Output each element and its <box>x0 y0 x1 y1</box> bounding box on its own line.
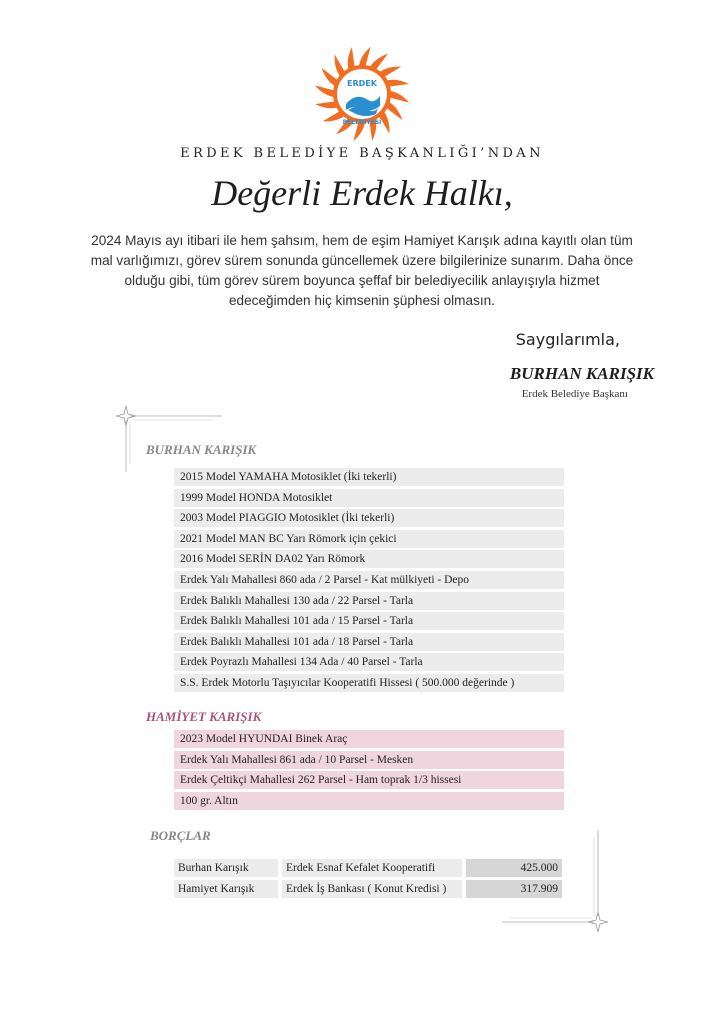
logo-text-erdek: ERDEK <box>347 79 377 88</box>
closing-regards: Saygılarımla, <box>515 330 620 349</box>
debt-amount: 317.909 <box>466 880 562 898</box>
signer-name: BURHAN KARIŞIK <box>509 364 654 383</box>
asset-row: Erdek Çeltikçi Mahallesi 262 Parsel - Ham toprak 1/3 hissesi <box>174 771 564 789</box>
asset-row: Erdek Yalı Mahallesi 861 ada / 10 Parsel - Mesken <box>174 751 564 769</box>
asset-row: Erdek Balıklı Mahallesi 130 ada / 22 Parsel - Tarla <box>174 592 564 610</box>
issuer-heading: ERDEK BELEDİYE BAŞKANLIĞI’NDAN <box>180 146 544 161</box>
asset-row: 2003 Model PIAGGIO Motosiklet (İki tekerli) <box>174 509 564 527</box>
hamiyet-assets-list <box>174 730 564 812</box>
sun-ray <box>389 91 409 103</box>
decorative-corner-ornament <box>500 828 610 934</box>
debt-creditor: Erdek İş Bankası ( Konut Kredisi ) <box>282 880 462 898</box>
asset-row: 100 gr. Altın <box>174 792 564 810</box>
debt-person: Hamiyet Karışık <box>174 880 278 898</box>
debt-creditor: Erdek Esnaf Kefalet Kooperatifi <box>282 859 462 877</box>
asset-row: 2023 Model HYUNDAI Binek Araç <box>174 730 564 748</box>
greeting-title: Değerli Erdek Halkı, <box>211 173 513 213</box>
burhan-assets-list <box>174 468 564 695</box>
intro-paragraph: 2024 Mayıs ayı itibari ile hem şahsım, hem de eşim Hamiyet Karışık adına kayıtlı olan tüm mal varlığımızı, görev sürem sonunda güncellemek üzere bilgilerinize sunarım. Daha önce olduğu gibi, tüm görev sürem boyunca şeffaf bir belediyecilik anlayışıyla hizmet edeceğimden hiç kimsenin şüphesi olmasın. <box>90 233 634 308</box>
asset-row: 2016 Model SERİN DA02 Yarı Römork <box>174 550 564 568</box>
sun-ray <box>315 85 335 97</box>
signer-title: Erdek Belediye Başkanı <box>521 388 628 400</box>
asset-row: Erdek Yalı Mahallesi 860 ada / 2 Parsel - Kat mülkiyeti - Depo <box>174 571 564 589</box>
asset-row: Erdek Balıklı Mahallesi 101 ada / 15 Parsel - Tarla <box>174 612 564 630</box>
asset-row: Erdek Balıklı Mahallesi 101 ada / 18 Parsel - Tarla <box>174 633 564 651</box>
asset-row: Erdek Poyrazlı Mahallesi 134 Ada / 40 Parsel - Tarla <box>174 653 564 671</box>
asset-row: S.S. Erdek Motorlu Taşıyıcılar Kooperatifi Hissesi ( 500.000 değerinde ) <box>174 674 564 692</box>
sun-ray <box>359 47 371 67</box>
asset-row: 2021 Model MAN BC Yarı Römork için çekici <box>174 530 564 548</box>
section-title-burhan: BURHAN KARIŞIK <box>146 442 257 457</box>
logo-text-belediyesi: BELEDİYESİ <box>342 119 382 126</box>
debt-amount: 425.000 <box>466 859 562 877</box>
section-title-debts: BORÇLAR <box>150 828 211 843</box>
section-title-hamiyet: HAMİYET KARIŞIK <box>146 709 262 724</box>
asset-row: 2015 Model YAMAHA Motosiklet (İki tekerli) <box>174 468 564 486</box>
asset-row: 1999 Model HONDA Motosiklet <box>174 489 564 507</box>
decorative-corner-ornament <box>114 404 224 474</box>
debt-person: Burhan Karışık <box>174 859 278 877</box>
erdek-municipality-logo <box>312 44 412 144</box>
